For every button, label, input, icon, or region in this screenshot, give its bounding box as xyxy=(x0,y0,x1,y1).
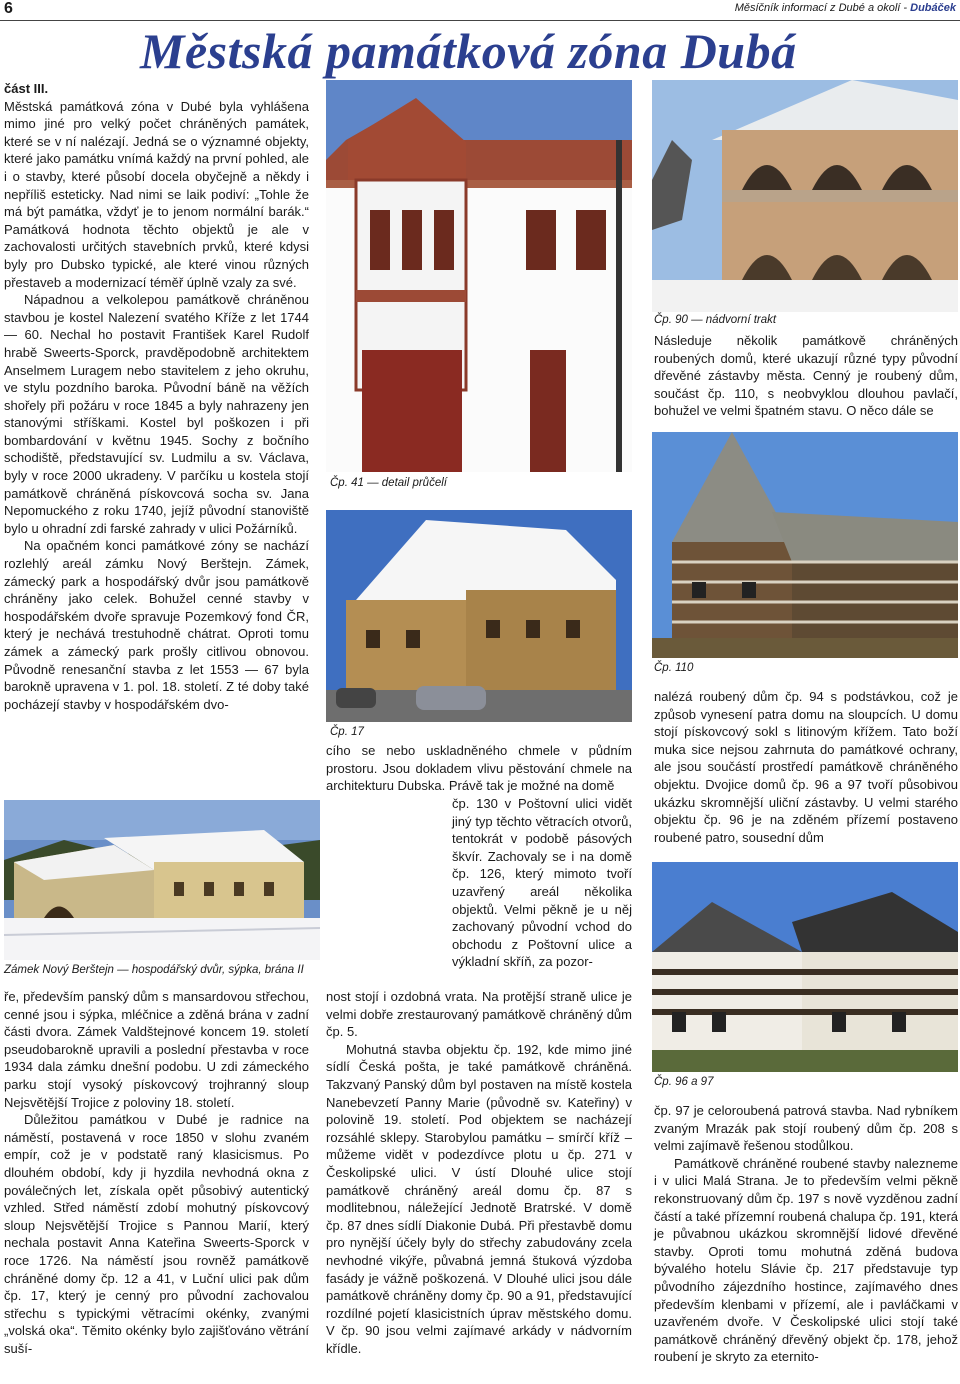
running-header-prefix: Měsíčník informací z Dubé a okolí - xyxy=(734,2,911,14)
caption-cp-41: Čp. 41 — detail průčelí xyxy=(330,477,447,489)
col2-text-bottom xyxy=(326,988,632,1357)
col1-paragraph-1: Městská památková zóna v Dubé byla vyhlášena mimo jiné pro velký počet chráněných památek, které se v ní nalézají. Jedná se o významné objekty, které jako památku vnímá každý na první pohled, ale i o stavby, které působí docela obyčejně a někdy i nepříliš esteticky. Nad nimi se laik podiví: „Tohle že má být památka, vždyť je to jenom normální barák.“ Památková hodnota těchto objektů je ale v zachovalosti určitých stavebních prvků, které kdysi byly pro Dubsko typické, ale které vinou různých přestaveb a modernizací téměř úplně vzaly za své. xyxy=(4,98,309,290)
photo-novy-berstejn xyxy=(4,800,320,960)
col2-paragraph-1a: cího se nebo uskladněného chmele v půdním prostoru. Jsou dokladem vlivu pěstování chmele na architekturu Dubska. Právě tak je možné na domě xyxy=(326,743,632,794)
col2-paragraph-1c: nost stojí i ozdobná vrata. Na protější straně ulice je velmi dobře zrestaurovaný památkově chráněný dům čp. 5. xyxy=(326,989,632,1040)
col3-paragraph-4: Památkově chráněné roubené stavby nalezneme i v ulici Malá Strana. Je to především velmi pěkně rekonstruovaný dům čp. 197 s nově vyzděnou zadní částí a také přízemní roubená chalupa čp. 191, která je půvabnou ukázkou skromnější lidové dřevěné stavby. Oproti tomu mohutná zděná budova bývalého hotelu Slávie čp. 217 představuje typ původního zájezdního hostince, zajímavého dnes především klenbami v přízemí, ale i pavláčkami v uzavřeném dvoře. V Českolipské ulici stojí také památkově chráněný dřevěný objekt čp. 178, jehož roubení je skryto za eternito- xyxy=(654,1155,958,1365)
photo-cp-41 xyxy=(326,80,632,472)
photo-cp-96-97 xyxy=(652,862,958,1072)
col1-top-text xyxy=(4,80,309,713)
running-header xyxy=(735,2,956,14)
col2-text-narrow xyxy=(452,795,632,971)
caption-novy-berstejn: Zámek Nový Berštejn — hospodářský dvůr, sýpka, brána II xyxy=(4,964,304,976)
article-title: Městská památková zóna Dubá xyxy=(140,23,797,79)
caption-cp-90: Čp. 90 — nádvorní trakt xyxy=(654,314,777,326)
col1-bottom-text xyxy=(4,988,309,1357)
part-label: část III. xyxy=(4,81,49,96)
col3-paragraph-1: Následuje několik památkově chráněných roubených domů, které ukazují různé typy původní dřevěné zástavby města. Cenný je roubený dům, součást čp. 110, s neobvyklou dlouhou pavlačí, bohužel ve velmi špatném stavu. O něco dále se xyxy=(654,333,958,419)
photo-cp-110 xyxy=(652,432,958,658)
col3-text-1 xyxy=(654,332,958,420)
caption-cp-17: Čp. 17 xyxy=(330,726,364,738)
header-rule xyxy=(0,20,960,21)
photo-cp-90 xyxy=(652,80,958,312)
col1-paragraph-5: Důležitou památkou v Dubé je radnice na náměstí, postavená v roce 1850 v slohu zvaném empír, což je v podstatě raný klasicismus. Po dlouhém období, kdy ji hyzdila nevhodná okna z poválečných let, získala opět působivý autentický vzhled. Střed náměstí zdobí mohutný pískovcový sloup Nejsvětější Trojice s Pannou Marií, který nechala postavit Anna Kateřina Sweerts-Sporck v roce 1726. Na náměstí jsou rovněž památkově chráněné domy čp. 12 a 41, v Luční ulici pak dům čp. 17, který je cenný pro původní zachovalou střechu s typickými větracími okénky, zvanými „volská oka“. Těmito okénky bylo zajišťováno větrání suší- xyxy=(4,1112,309,1356)
col1-paragraph-3: Na opačném konci památkové zóny se nachází rozlehlý areál zámku Nový Berštejn. Zámek, zámecký park a hospodářský dvůr jsou památkově chráněny jako celek. Bohužel cenné stavby v hospodářském dvoře spravuje Pozemkový fond ČR, který je nechává trestuhodně chátrat. Oproti tomu zámek a zámecký park prošly citlivou obnovou. Původně renesanční stavba z let 1553 — 67 byla barokně upravena v 1. pol. 18. století. Z té doby také pocházejí stavby v hospodářském dvo- xyxy=(4,538,309,712)
col2-paragraph-2: Mohutná stavba objektu čp. 192, kde mimo jiné sídlí Česká pošta, je také památkově chráněná. Takzvaný Panský dům byl postaven na místě kostela Nanebevzetí Panny Marie (původně sv. Kateřiny) v polovině 19. století. Pod objektem se nacházejí rozsáhlé sklepy. Starobylou památku – smírčí kříž – můžeme vidět v podezdívce plotu u čp. 271 v Českolipské ulici. V ústí Dlouhé ulice stojí památkově chráněný areál domu čp. 87 s modlitebnou, náležející Jednotě Bratrské. V domě čp. 87 dnes sídlí Diakonie Dubá. Při přestavbě domu pro nynější účely byly do střechy zabudovány zcela nevhodné vikýře, půvabná jemná štuková výzdoba fasády je vážně poškozená. V Dlouhé ulici jsou dále památkově chráněny domy čp. 90 a 91, představující rozdílné pojetí klasicistních úprav městského domu. V čp. 90 jsou velmi zajímavé arkády v nádvorním křídle. xyxy=(326,1041,632,1356)
col3-text-2 xyxy=(654,688,958,846)
col2-paragraph-1b: čp. 130 v Poštovní ulici vidět jiný typ těchto větracích otvorů, tentokrát v podobě pásových škvír. Zachovaly se i na domě čp. 126, který mimoto tvoří uzavřený areál několika objektů. Velmi pěkně je u něj zachovaný původní vchod do obchodu z Poštovní ulice a výkladní skříň, za pozor- xyxy=(452,796,632,970)
col3-paragraph-3: čp. 97 je celoroubená patrová stavba. Nad rybníkem zvaným Mrazák pak stojí roubený dům čp. 208 s velmi zajímavě řešenou stodůlkou. xyxy=(654,1103,958,1154)
col1-paragraph-4: ře, především panský dům s mansardovou střechou, cenné jsou i sýpka, mléčnice a zděná brána v zadní části dvora. Zámek Valdštejnové koncem 19. století pseudobarokně upravili a poslední přestavba v roce 1934 dala zámku dnešní podobu. U zdi zámeckého parku stojí vysoký pískovcový trojhranný sloup Nejsvětější Trojice z poloviny 18. století. xyxy=(4,989,309,1110)
magazine-name: Dubáček xyxy=(910,2,956,14)
photo-cp-17 xyxy=(326,510,632,722)
col2-text-full xyxy=(326,742,632,795)
col1-paragraph-2: Nápadnou a velkolepou památkově chráněnou stavbou je kostel Nalezení svatého Kříže z let 1744 — 60. Nechal ho postavit František Karel Rudolf hrabě Sweerts-Sporck, pravděpodobně architektem Anselmem Luragem nebo stavitelem z jeho okruhu, ve stylu pozdního baroka. Původní báně na věžích shořely při požáru v roce 1845 a byly nahrazeny jen stanovými stříškami. Kostel byl poškozen i při bombardování v květnu 1945. Sochy z bočního schodiště, představující sv. Ludmilu a sv. Václava, byly v roce 2000 ukradeny. V parčíku u kostela stojí památkově chráněná pískovcová socha sv. Jana Nepomuckého z roku 1740, jejíž původní stanoviště bylo u ohradní zdi farské zahrady v ulici Požárníků. xyxy=(4,292,309,536)
col3-text-3 xyxy=(654,1102,958,1366)
page-number: 6 xyxy=(4,0,13,17)
caption-cp-96-97: Čp. 96 a 97 xyxy=(654,1076,714,1088)
caption-cp-110: Čp. 110 xyxy=(654,662,694,674)
col3-paragraph-2: nalézá roubený dům čp. 94 s podstávkou, což je způsob vynesení patra domu na sloupcích. U domu stojí pískovcový sokl s litinovým křížem. Tato boží muka sice nejsou zahrnuta do památkové ochrany, ale jsou součástí prostředí památkově chráněného objektu. Dvojice domů čp. 96 a 97 tvoří působivou ukázku skromnější uliční zástavby. U velmi starého objektu čp. 96 je na zděném přízemí postaveno roubené patro, sousední dům xyxy=(654,689,958,845)
